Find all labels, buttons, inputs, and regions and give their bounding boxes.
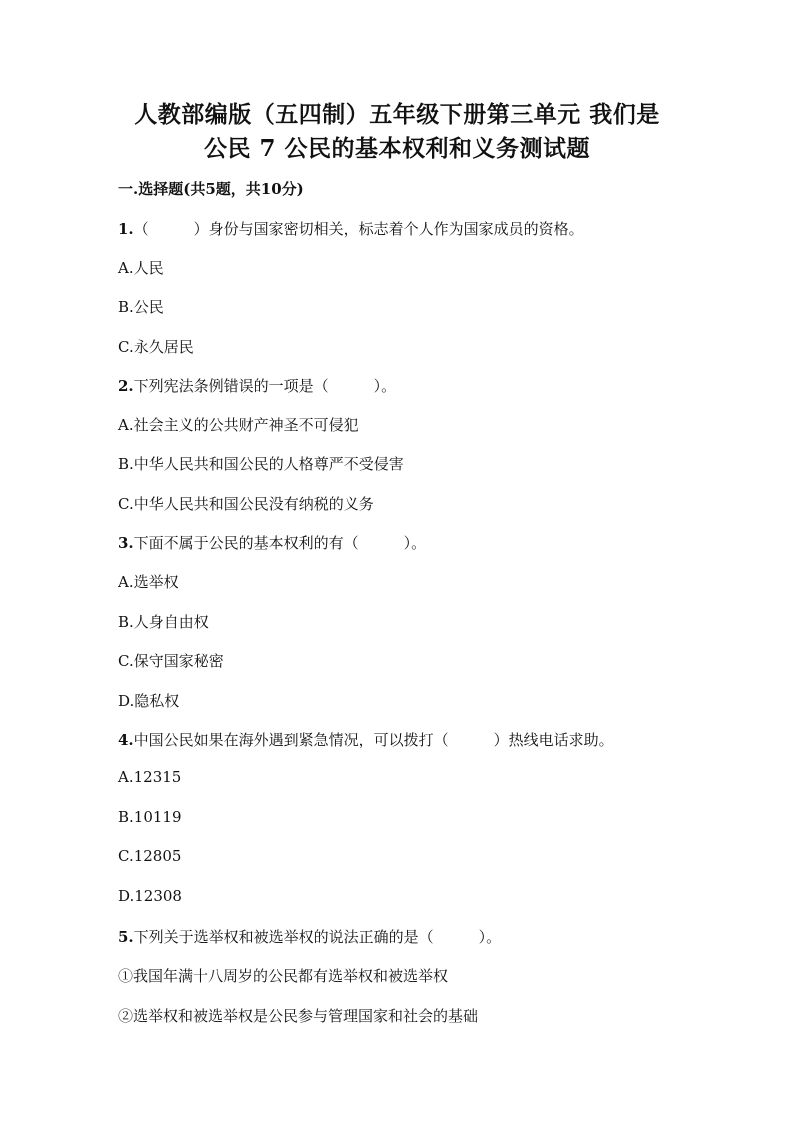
question-4-option-c: C.12805	[118, 847, 182, 865]
question-number: 3.	[118, 534, 134, 552]
question-4-option-a: A.12315	[118, 768, 182, 786]
question-2-option-c: C.中华人民共和国公民没有纳税的义务	[118, 495, 374, 513]
question-3-option-c: C.保守国家秘密	[118, 652, 224, 670]
question-stem: 下面不属于公民的基本权利的有（ ）。	[133, 534, 427, 552]
document-title-line-2: 公民 7 公民的基本权利和义务测试题	[203, 135, 591, 162]
question-stem: 下列关于选举权和被选举权的说法正确的是（ ）。	[133, 928, 502, 946]
question-1	[118, 218, 584, 239]
question-4-option-b: B.10119	[118, 808, 182, 826]
question-1-option-a: A.人民	[118, 259, 164, 277]
question-5	[118, 926, 501, 947]
question-2	[118, 375, 396, 396]
question-number: 5.	[118, 928, 134, 946]
question-number: 2.	[118, 377, 134, 395]
question-3-option-b: B.人身自由权	[118, 613, 209, 631]
question-1-option-b: B.公民	[118, 298, 164, 316]
question-1-option-c: C.永久居民	[118, 338, 194, 356]
question-3	[118, 532, 426, 553]
question-2-option-b: B.中华人民共和国公民的人格尊严不受侵害	[118, 455, 404, 473]
question-number: 1.	[118, 220, 134, 238]
question-stem: 中国公民如果在海外遇到紧急情况，可以拨打（ ）热线电话求助。	[133, 731, 614, 749]
document-title-line-1: 人教部编版（五四制）五年级下册第三单元 我们是	[134, 101, 660, 128]
question-stem: 下列宪法条例错误的一项是（ ）。	[133, 377, 397, 395]
question-5-statement-1: ①我国年满十八周岁的公民都有选举权和被选举权	[118, 967, 449, 985]
question-4	[118, 729, 614, 750]
question-number: 4.	[118, 731, 134, 749]
question-3-option-d: D.隐私权	[118, 692, 180, 710]
question-2-option-a: A.社会主义的公共财产神圣不可侵犯	[118, 416, 359, 434]
question-stem: （ ）身份与国家密切相关，标志着个人作为国家成员的资格。	[133, 220, 584, 238]
question-4-option-d: D.12308	[118, 887, 182, 905]
question-5-statement-2: ②选举权和被选举权是公民参与管理国家和社会的基础	[118, 1007, 479, 1025]
question-3-option-a: A.选举权	[118, 573, 179, 591]
section-heading: 一.选择题(共5题，共10分)	[118, 180, 304, 198]
